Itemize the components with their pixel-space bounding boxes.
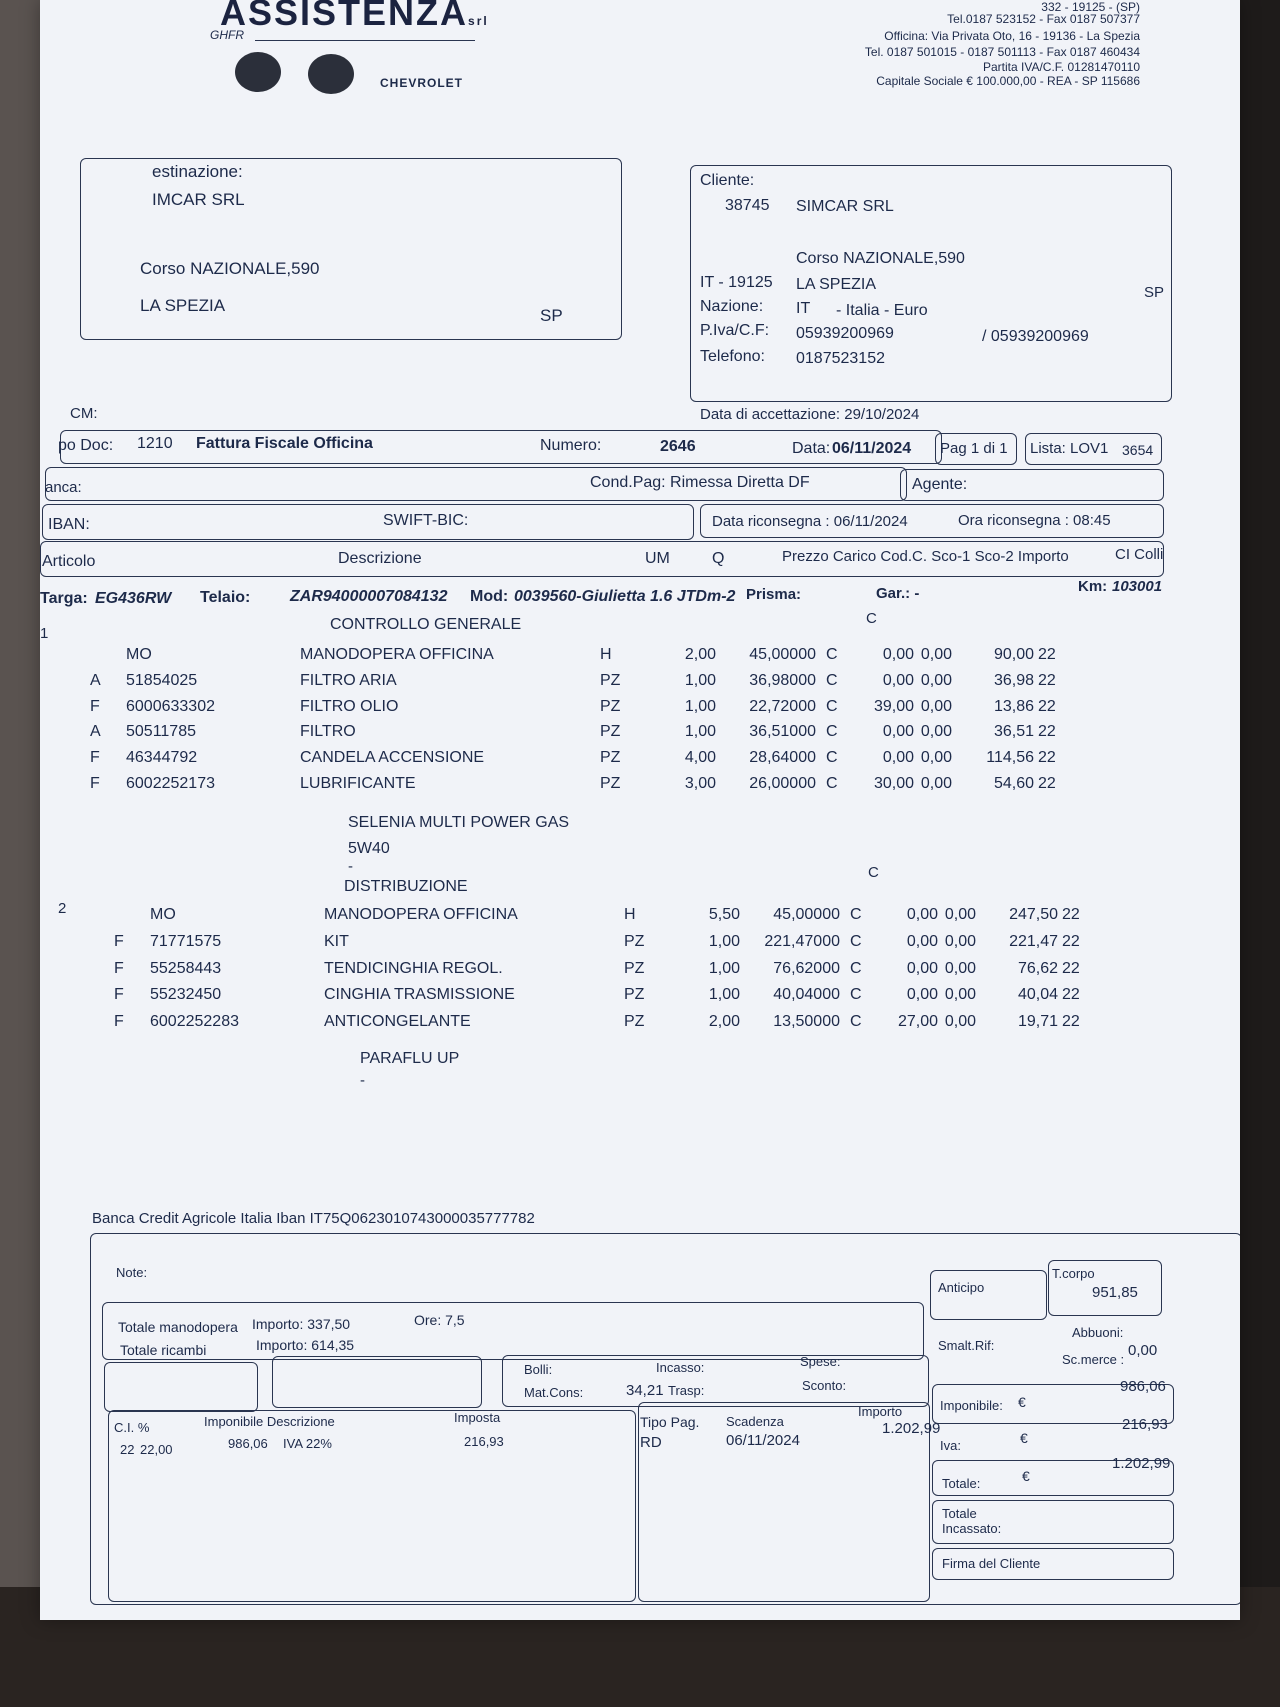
- group2-title-code: C: [868, 864, 879, 881]
- tipo-doc-code: 1210: [137, 435, 173, 452]
- cell-q: 3,00: [684, 775, 716, 792]
- cell-prezzo: 36,98000: [749, 671, 816, 689]
- cell-sco1: 0,00: [882, 646, 914, 663]
- incassato-label: Totale Incassato:: [942, 1506, 1002, 1536]
- cell-desc: FILTRO OLIO: [300, 697, 399, 715]
- cell-type: F: [90, 697, 100, 715]
- cell-sco2: 0,00: [920, 646, 952, 663]
- tot-ricambi-label: Totale ricambi: [120, 1342, 207, 1358]
- col-descrizione: Descrizione: [338, 550, 422, 567]
- company-line-0: 332 - 19125 - (SP): [1041, 0, 1140, 14]
- cell-iva: 22: [1038, 671, 1056, 689]
- telefono-label: Telefono:: [700, 348, 765, 365]
- cell-sco2: 0,00: [944, 986, 976, 1004]
- imposta-header: Imposta: [454, 1410, 501, 1425]
- cell-importo: 36,51: [993, 723, 1034, 741]
- iban-label: IBAN:: [48, 516, 90, 533]
- group1-title-code: C: [866, 610, 877, 627]
- col-ci-colli: CI Colli: [1115, 546, 1164, 563]
- tcorpo-value: 951,85: [1092, 1284, 1138, 1301]
- cell-q: 1,00: [684, 697, 716, 715]
- km-label: Km:: [1078, 578, 1108, 595]
- iva-value: 216,93: [1122, 1416, 1168, 1433]
- group1-number: 1: [40, 625, 49, 642]
- cell-iva: 22: [1062, 986, 1080, 1004]
- cell-sco2: 0,00: [920, 749, 952, 767]
- cell-type: F: [114, 986, 124, 1004]
- cell-sco2: 0,00: [920, 775, 952, 792]
- cell-um: PZ: [624, 986, 645, 1004]
- nazione-code: IT: [796, 300, 811, 317]
- cm-label: CM:: [70, 405, 98, 422]
- cell-importo: 114,56: [986, 749, 1034, 767]
- cell-importo: 221,47: [1009, 932, 1058, 950]
- scadenza-label: Scadenza: [726, 1414, 784, 1429]
- cell-desc: CINGHIA TRASMISSIONE: [324, 986, 515, 1004]
- cell-type: A: [90, 723, 101, 741]
- cell-c: C: [850, 932, 862, 950]
- cell-c: C: [850, 1013, 862, 1031]
- trasp-label: Trasp:: [668, 1383, 705, 1398]
- cell-c: C: [826, 749, 838, 767]
- cell-q: 2,00: [684, 646, 716, 663]
- chevrolet-logo: CHEVROLET: [380, 76, 464, 90]
- cell-q: 4,00: [684, 749, 716, 767]
- imponibile-descrizione-header: Imponibile Descrizione: [204, 1414, 335, 1429]
- cell-code: 6002252283: [150, 1013, 239, 1031]
- banca-label: anca:: [45, 479, 82, 496]
- cell-iva: 22: [1038, 723, 1056, 741]
- cell-sco1: 0,00: [882, 723, 914, 741]
- mod-label: Mod:: [470, 588, 509, 605]
- cell-importo: 247,50: [1009, 906, 1058, 923]
- tcorpo-label: T.corpo: [1052, 1266, 1095, 1281]
- cell-importo: 76,62: [1017, 959, 1058, 977]
- abarth-logo-icon: [308, 54, 354, 94]
- group2-number: 2: [58, 900, 67, 917]
- cell-desc: CANDELA ACCENSIONE: [300, 749, 485, 767]
- cliente-label: Cliente:: [700, 172, 755, 189]
- data-label: Data:: [792, 440, 831, 457]
- tot-ricambi-importo: Importo: 614,35: [256, 1337, 355, 1353]
- cell-sco2: 0,00: [920, 723, 952, 741]
- cell-prezzo: 26,00000: [749, 775, 816, 792]
- company-line-2: Officina: Via Privata Oto, 16 - 19136 - La Spezia: [884, 29, 1140, 43]
- destinazione-name: IMCAR SRL: [152, 190, 245, 209]
- cell-type: F: [90, 749, 100, 767]
- destinazione-city: LA SPEZIA: [140, 296, 226, 315]
- tipo-pag-label: Tipo Pag.: [640, 1414, 700, 1430]
- ci-value: 22: [120, 1442, 135, 1457]
- sconto-label: Sconto:: [802, 1378, 847, 1393]
- cell-code: 6000633302: [126, 697, 215, 715]
- cell-importo: 36,98: [993, 671, 1034, 689]
- col-q: Q: [712, 550, 725, 567]
- cell-q: 1,00: [684, 671, 716, 689]
- targa-value: EG436RW: [95, 590, 172, 607]
- cell-sco2: 0,00: [944, 1013, 976, 1031]
- cliente-name: SIMCAR SRL: [796, 198, 894, 215]
- cell-um: PZ: [624, 1013, 645, 1031]
- telaio-value: ZAR94000007084132: [290, 588, 448, 605]
- cell-code: MO: [126, 646, 152, 663]
- company-line-4: Partita IVA/C.F. 01281470110: [983, 60, 1140, 74]
- fiat-logo-icon: [235, 52, 281, 92]
- iban-row-box: [42, 504, 694, 540]
- cell-sco2: 0,00: [920, 671, 952, 689]
- group2-title: DISTRIBUZIONE: [344, 878, 468, 895]
- mod-value: 0039560-Giulietta 1.6 JTDm-2: [514, 588, 736, 605]
- firma-label: Firma del Cliente: [942, 1556, 1041, 1571]
- swift-label: SWIFT-BIC:: [383, 512, 469, 529]
- piva-label: P.Iva/C.F:: [700, 322, 770, 339]
- cell-code: 55232450: [150, 986, 222, 1004]
- company-line-3: Tel. 0187 501015 - 0187 501113 - Fax 0187 460434: [864, 45, 1140, 59]
- cell-q: 2,00: [708, 1013, 740, 1031]
- cell-c: C: [826, 671, 838, 689]
- company-line-5: Capitale Sociale € 100.000,00 - REA - SP 115686: [876, 74, 1140, 88]
- tipo-doc-desc: Fattura Fiscale Officina: [196, 435, 373, 452]
- importo-value: 1.202,99: [882, 1420, 941, 1437]
- iva-box: [108, 1410, 636, 1602]
- cell-desc: KIT: [324, 932, 349, 950]
- cell-sco1: 0,00: [906, 959, 938, 977]
- cell-iva: 22: [1062, 932, 1080, 950]
- brand-underline: [255, 40, 475, 41]
- cell-sco2: 0,00: [944, 906, 976, 923]
- cell-q: 1,00: [708, 986, 740, 1004]
- brand-suffix: srl: [468, 14, 489, 28]
- cell-prezzo: 13,50000: [773, 1013, 840, 1031]
- imponibile-row-value: 986,06: [228, 1436, 268, 1451]
- group2-extra-2: -: [360, 1072, 365, 1089]
- cell-type: F: [90, 775, 100, 792]
- group1-extra-3: -: [348, 858, 353, 875]
- cell-sco1: 0,00: [882, 749, 914, 767]
- cell-type: F: [114, 932, 124, 950]
- cell-c: C: [826, 646, 838, 663]
- group2-extra-1: PARAFLU UP: [360, 1050, 460, 1067]
- cell-iva: 22: [1038, 775, 1056, 792]
- imposta-value: 216,93: [464, 1434, 504, 1449]
- cell-um: PZ: [624, 959, 645, 977]
- note-label: Note:: [116, 1265, 148, 1280]
- group1-extra-2: 5W40: [348, 840, 390, 857]
- cell-code: MO: [150, 906, 176, 923]
- km-value: 103001: [1112, 578, 1163, 595]
- cell-sco1: 27,00: [897, 1013, 938, 1031]
- tipo-pag-value: RD: [640, 1434, 662, 1451]
- cell-type: F: [114, 1013, 124, 1031]
- cell-sco2: 0,00: [920, 697, 952, 715]
- cliente-city: LA SPEZIA: [796, 276, 877, 293]
- cell-sco1: 0,00: [906, 986, 938, 1004]
- cell-um: H: [624, 906, 636, 923]
- scadenza-value: 06/11/2024: [726, 1432, 800, 1449]
- iva-desc: IVA 22%: [283, 1436, 332, 1451]
- cell-um: PZ: [600, 697, 621, 715]
- data-riconsegna: Data riconsegna : 06/11/2024: [712, 513, 908, 530]
- invoice-paper: [40, 0, 1240, 1620]
- cell-sco1: 0,00: [906, 906, 938, 923]
- cell-prezzo: 22,72000: [749, 697, 816, 715]
- tot-manodopera-label: Totale manodopera: [118, 1319, 238, 1335]
- cell-code: 51854025: [126, 671, 198, 689]
- piva-value: 05939200969: [796, 325, 894, 342]
- cliente-cap: IT - 19125: [700, 274, 773, 291]
- cell-prezzo: 76,62000: [773, 959, 840, 977]
- totale-label: Totale:: [942, 1476, 981, 1491]
- prisma-label: Prisma:: [746, 586, 802, 603]
- cliente-code: 38745: [725, 197, 770, 214]
- anticipo-box: [930, 1270, 1047, 1320]
- cell-desc: FILTRO ARIA: [300, 671, 397, 689]
- cell-q: 1,00: [708, 932, 740, 950]
- cell-q: 1,00: [708, 959, 740, 977]
- cell-c: C: [850, 959, 862, 977]
- cell-iva: 22: [1062, 906, 1080, 923]
- cell-importo: 13,86: [993, 697, 1034, 715]
- telefono-value: 0187523152: [796, 350, 885, 367]
- cell-desc: MANODOPERA OFFICINA: [324, 906, 518, 923]
- cell-desc: FILTRO: [300, 723, 356, 741]
- matcons-value: 34,21: [626, 1382, 664, 1399]
- col-prezzo-importo: Prezzo Carico Cod.C. Sco-1 Sco-2 Importo: [782, 548, 1069, 565]
- cell-iva: 22: [1038, 749, 1056, 767]
- cell-code: 46344792: [126, 749, 198, 767]
- cell-desc: TENDICINGHIA REGOL.: [324, 959, 503, 977]
- col-um: UM: [645, 550, 670, 567]
- anticipo-label: Anticipo: [938, 1280, 985, 1295]
- group1-title: CONTROLLO GENERALE: [330, 616, 522, 633]
- blank-box-2: [272, 1356, 482, 1408]
- lista-num: 3654: [1122, 442, 1154, 458]
- cell-sco1: 0,00: [906, 932, 938, 950]
- nazione-label: Nazione:: [700, 298, 764, 315]
- cell-type: F: [114, 959, 124, 977]
- targa-label: Targa:: [40, 590, 88, 607]
- cell-prezzo: 45,00000: [749, 646, 816, 663]
- smalt-label: Smalt.Rif:: [938, 1338, 995, 1353]
- scmerce-value: 0,00: [1128, 1342, 1158, 1359]
- garanzia: Gar.: -: [876, 585, 920, 602]
- cliente-prov: SP: [1144, 284, 1165, 301]
- cell-c: C: [850, 906, 862, 923]
- destinazione-label: estinazione:: [152, 162, 243, 181]
- cf-value: / 05939200969: [982, 328, 1089, 345]
- company-line-1: Tel.0187 523152 - Fax 0187 507377: [947, 12, 1140, 26]
- brand-name: ASSISTENZA: [220, 0, 469, 33]
- group1-extra-1: SELENIA MULTI POWER GAS: [348, 814, 570, 831]
- cell-q: 1,00: [684, 723, 716, 741]
- ci-header: C.I. %: [114, 1420, 150, 1435]
- bank-line: Banca Credit Agricole Italia Iban IT75Q0623010743000035777782: [92, 1210, 535, 1227]
- totale-value: 1.202,99: [1112, 1455, 1171, 1472]
- iva-label: Iva:: [940, 1438, 961, 1453]
- cell-sco2: 0,00: [944, 959, 976, 977]
- cell-iva: 22: [1062, 959, 1080, 977]
- brand-sub: GHFR: [210, 28, 244, 42]
- abbuoni-label: Abbuoni:: [1072, 1325, 1124, 1340]
- cell-iva: 22: [1038, 646, 1056, 663]
- data-value: 06/11/2024: [832, 440, 912, 457]
- destinazione-address: Corso NAZIONALE,590: [140, 259, 320, 278]
- cell-prezzo: 45,00000: [773, 906, 840, 923]
- cell-sco1: 39,00: [873, 697, 914, 715]
- cell-sco1: 0,00: [882, 671, 914, 689]
- cell-um: PZ: [624, 932, 645, 950]
- ora-riconsegna: Ora riconsegna : 08:45: [958, 512, 1111, 529]
- cell-iva: 22: [1062, 1013, 1080, 1031]
- blank-box-1: [104, 1362, 258, 1412]
- euro-symbol-3: €: [1022, 1468, 1030, 1484]
- cell-importo: 90,00: [993, 646, 1034, 663]
- cell-c: C: [826, 697, 838, 715]
- col-articolo: Articolo: [42, 553, 96, 570]
- brand-title: [220, 0, 489, 34]
- importo-label: Importo: [858, 1404, 903, 1419]
- numero-label: Numero:: [540, 437, 602, 454]
- cond-pag: Cond.Pag: Rimessa Diretta DF: [590, 474, 810, 491]
- cell-q: 5,50: [708, 906, 740, 923]
- cell-code: 6002252173: [126, 775, 215, 792]
- incasso-label: Incasso:: [656, 1360, 705, 1375]
- cell-um: PZ: [600, 723, 621, 741]
- nazione-desc: - Italia - Euro: [836, 302, 928, 319]
- cell-prezzo: 221,47000: [764, 932, 840, 950]
- ore-value: Ore: 7,5: [414, 1312, 465, 1328]
- euro-symbol-1: €: [1018, 1394, 1026, 1410]
- numero-value: 2646: [660, 438, 696, 455]
- destinazione-prov: SP: [540, 306, 563, 325]
- cell-sco2: 0,00: [944, 932, 976, 950]
- telaio-label: Telaio:: [200, 589, 251, 606]
- cell-um: PZ: [600, 671, 621, 689]
- cell-um: PZ: [600, 775, 621, 792]
- imponibile-label: Imponibile:: [940, 1398, 1003, 1413]
- cell-iva: 22: [1038, 697, 1056, 715]
- bolli-label: Bolli:: [524, 1362, 553, 1377]
- scmerce-label: Sc.merce :: [1062, 1352, 1125, 1367]
- cell-desc: ANTICONGELANTE: [324, 1013, 471, 1031]
- cell-c: C: [850, 986, 862, 1004]
- perc-value: 22,00: [140, 1442, 173, 1457]
- cell-code: 50511785: [126, 723, 196, 741]
- spese-label: Spese:: [800, 1354, 841, 1369]
- tipo-doc-label: po Doc:: [58, 437, 114, 454]
- cell-code: 55258443: [150, 959, 222, 977]
- tot-manodopera-importo: Importo: 337,50: [252, 1316, 351, 1332]
- cell-type: A: [90, 671, 101, 689]
- cell-sco1: 30,00: [873, 775, 914, 792]
- data-accettazione: Data di accettazione: 29/10/2024: [700, 406, 920, 423]
- cell-importo: 54,60: [993, 775, 1034, 792]
- cell-importo: 40,04: [1017, 986, 1058, 1004]
- imponibile-value: 986,06: [1120, 1378, 1166, 1395]
- cell-um: H: [600, 646, 612, 663]
- agente-label: Agente:: [912, 476, 968, 493]
- cell-desc: LUBRIFICANTE: [300, 775, 416, 792]
- cell-c: C: [826, 775, 838, 792]
- cell-desc: MANODOPERA OFFICINA: [300, 646, 494, 663]
- cell-c: C: [826, 723, 838, 741]
- lista-label: Lista: LOV1: [1030, 440, 1109, 457]
- matcons-label: Mat.Cons:: [524, 1385, 584, 1400]
- cell-prezzo: 28,64000: [749, 749, 816, 767]
- cell-code: 71771575: [150, 932, 222, 950]
- cell-um: PZ: [600, 749, 621, 767]
- cell-importo: 19,71: [1017, 1013, 1058, 1031]
- cliente-address: Corso NAZIONALE,590: [796, 250, 965, 267]
- cell-prezzo: 36,51000: [749, 723, 816, 741]
- pag-value: Pag 1 di 1: [940, 440, 1008, 457]
- cell-prezzo: 40,04000: [773, 986, 840, 1004]
- euro-symbol-2: €: [1020, 1430, 1028, 1446]
